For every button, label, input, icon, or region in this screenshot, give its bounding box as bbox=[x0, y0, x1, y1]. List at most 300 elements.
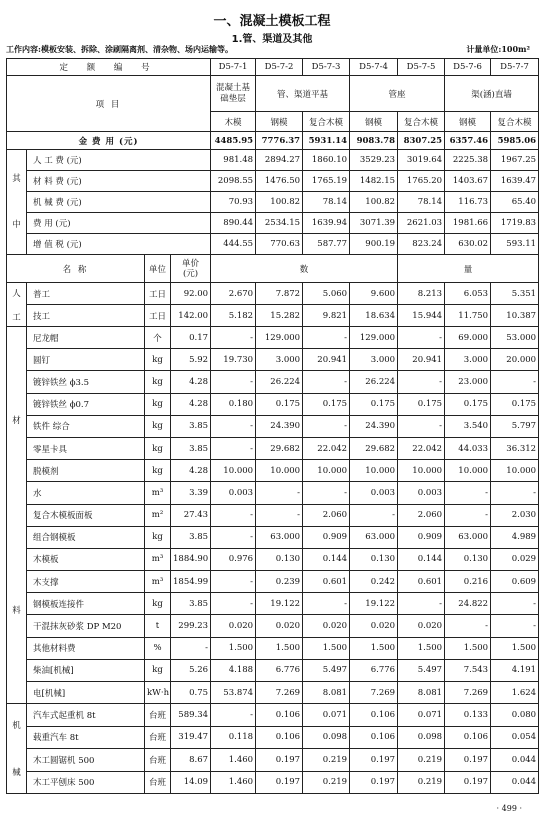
resource-qty: 20.000 bbox=[491, 349, 539, 371]
resource-qty: 0.219 bbox=[303, 749, 350, 772]
resource-qty: 3.000 bbox=[350, 349, 398, 371]
cost-value: 1981.66 bbox=[445, 213, 491, 234]
resource-qty: 0.175 bbox=[445, 393, 491, 415]
resource-unit: kg bbox=[145, 349, 171, 371]
resource-name: 技工 bbox=[27, 305, 145, 327]
resource-price: 4.28 bbox=[171, 371, 211, 393]
resource-qty: 9.600 bbox=[350, 283, 398, 305]
resource-price: 92.00 bbox=[171, 283, 211, 305]
side-label-machines bbox=[7, 704, 27, 794]
resource-qty: 1.624 bbox=[491, 682, 539, 704]
resource-qty: 24.822 bbox=[445, 593, 491, 615]
resource-unit: 台班 bbox=[145, 704, 171, 727]
resource-price: 8.67 bbox=[171, 749, 211, 772]
resource-qty: 0.197 bbox=[445, 749, 491, 772]
resource-name: 水 bbox=[27, 482, 145, 504]
resource-qty: 1.460 bbox=[211, 771, 256, 794]
resource-price: 3.85 bbox=[171, 437, 211, 459]
resource-qty: 0.197 bbox=[350, 771, 398, 794]
resource-qty: 0.144 bbox=[303, 548, 350, 570]
resource-qty: 2.670 bbox=[211, 283, 256, 305]
table-row bbox=[7, 283, 539, 305]
resource-qty: 0.044 bbox=[491, 749, 539, 772]
resource-unit: m³ bbox=[145, 571, 171, 593]
quota-code: D5-7-1 bbox=[211, 59, 256, 76]
resource-qty: 23.000 bbox=[445, 371, 491, 393]
resource-qty: 0.054 bbox=[491, 726, 539, 749]
table-row bbox=[7, 771, 539, 794]
resource-name: 普工 bbox=[27, 283, 145, 305]
resource-qty: 0.242 bbox=[350, 571, 398, 593]
cost-value: 1639.47 bbox=[491, 171, 539, 192]
side-label-labor bbox=[7, 283, 27, 327]
resource-qty: - bbox=[350, 504, 398, 526]
resource-qty: 0.044 bbox=[491, 771, 539, 794]
resource-qty: 0.106 bbox=[350, 704, 398, 727]
resource-qty: 0.020 bbox=[256, 615, 303, 637]
total-value: 5931.14 bbox=[303, 132, 350, 150]
resource-name: 柴油[机械] bbox=[27, 659, 145, 681]
resource-qty: 1.500 bbox=[256, 637, 303, 659]
resource-qty: 0.219 bbox=[398, 771, 445, 794]
resource-unit: 个 bbox=[145, 327, 171, 349]
resource-qty: 0.020 bbox=[211, 615, 256, 637]
resource-qty: 2.030 bbox=[491, 504, 539, 526]
cost-value: 78.14 bbox=[398, 192, 445, 213]
resource-qty: 10.000 bbox=[445, 460, 491, 482]
resource-qty: 0.020 bbox=[303, 615, 350, 637]
resource-price: 4.28 bbox=[171, 393, 211, 415]
resource-qty: 69.000 bbox=[445, 327, 491, 349]
resource-qty: 7.543 bbox=[445, 659, 491, 681]
resource-qty: 4.989 bbox=[491, 526, 539, 548]
resource-unit: 工日 bbox=[145, 283, 171, 305]
resource-qty: - bbox=[211, 415, 256, 437]
resource-qty: 1.460 bbox=[211, 749, 256, 772]
resource-qty: 1.500 bbox=[350, 637, 398, 659]
sub-header: 复合木模 bbox=[303, 112, 350, 132]
resource-qty: 53.874 bbox=[211, 682, 256, 704]
sub-header: 复合木模 bbox=[398, 112, 445, 132]
quota-table bbox=[6, 58, 539, 794]
sub-header: 钢模 bbox=[445, 112, 491, 132]
cost-value: 2098.55 bbox=[211, 171, 256, 192]
cost-value: 3019.64 bbox=[398, 150, 445, 171]
cost-value: 1403.67 bbox=[445, 171, 491, 192]
resource-name: 木工平刨床 500 bbox=[27, 771, 145, 794]
quota-code: D5-7-5 bbox=[398, 59, 445, 76]
resource-qty: 8.213 bbox=[398, 283, 445, 305]
resource-name: 组合钢模板 bbox=[27, 526, 145, 548]
group-header: 管、渠道平基 bbox=[256, 76, 350, 112]
resource-qty: 10.000 bbox=[303, 460, 350, 482]
resource-qty: - bbox=[211, 504, 256, 526]
resource-qty: 4.188 bbox=[211, 659, 256, 681]
resource-qty: - bbox=[445, 482, 491, 504]
section-subtitle: 1.管、渠道及其他 bbox=[231, 34, 313, 45]
cost-value: 593.11 bbox=[491, 234, 539, 255]
side-char: 人 bbox=[12, 288, 21, 299]
resource-qty: 0.909 bbox=[398, 526, 445, 548]
cost-value: 1482.15 bbox=[350, 171, 398, 192]
total-value: 8307.25 bbox=[398, 132, 445, 150]
resource-price: 27.43 bbox=[171, 504, 211, 526]
resource-qty: - bbox=[491, 615, 539, 637]
resource-qty: 5.497 bbox=[398, 659, 445, 681]
total-value: 5985.06 bbox=[491, 132, 539, 150]
resource-qty: 3.540 bbox=[445, 415, 491, 437]
resource-qty: 19.122 bbox=[256, 593, 303, 615]
table-row bbox=[7, 637, 539, 659]
table-row bbox=[7, 460, 539, 482]
resource-unit: m² bbox=[145, 504, 171, 526]
group-header: 管座 bbox=[350, 76, 445, 112]
quota-code: D5-7-4 bbox=[350, 59, 398, 76]
cost-value: 65.40 bbox=[491, 192, 539, 213]
side-char: 其 bbox=[12, 174, 21, 184]
resource-qty: 6.053 bbox=[445, 283, 491, 305]
resource-qty: 5.060 bbox=[303, 283, 350, 305]
resource-price: 589.34 bbox=[171, 704, 211, 727]
cost-value: 1719.83 bbox=[491, 213, 539, 234]
resource-qty: 20.941 bbox=[303, 349, 350, 371]
resource-price: 0.75 bbox=[171, 682, 211, 704]
quota-code: D5-7-7 bbox=[491, 59, 539, 76]
resource-price: 299.23 bbox=[171, 615, 211, 637]
resource-price: 3.85 bbox=[171, 415, 211, 437]
cost-value: 587.77 bbox=[303, 234, 350, 255]
table-row bbox=[7, 305, 539, 327]
resource-qty: 0.080 bbox=[491, 704, 539, 727]
name-header: 名 称 bbox=[7, 255, 145, 283]
work-content: 工作内容:模板安装、拆除、涂刷隔离剂、清杂物、场内运输等。 bbox=[6, 44, 233, 54]
resource-unit: kg bbox=[145, 659, 171, 681]
cost-value: 981.48 bbox=[211, 150, 256, 171]
resource-unit: kg bbox=[145, 393, 171, 415]
resource-qty: 7.269 bbox=[256, 682, 303, 704]
table-row bbox=[7, 371, 539, 393]
resource-unit: kg bbox=[145, 415, 171, 437]
cost-label: 机 械 费 (元) bbox=[27, 192, 211, 213]
table-row bbox=[7, 548, 539, 570]
resource-name: 镀锌铁丝 ϕ0.7 bbox=[27, 393, 145, 415]
cost-value: 444.55 bbox=[211, 234, 256, 255]
resource-qty: 10.387 bbox=[491, 305, 539, 327]
resource-name: 尼龙帽 bbox=[27, 327, 145, 349]
resource-qty: 53.000 bbox=[491, 327, 539, 349]
table-row bbox=[7, 726, 539, 749]
resource-name: 钢模板连接件 bbox=[27, 593, 145, 615]
resource-unit: kg bbox=[145, 460, 171, 482]
resource-price: 1854.99 bbox=[171, 571, 211, 593]
resource-qty: 10.000 bbox=[491, 460, 539, 482]
resource-unit: kW·h bbox=[145, 682, 171, 704]
table-row bbox=[7, 571, 539, 593]
resource-qty: 0.130 bbox=[256, 548, 303, 570]
resource-qty: 22.042 bbox=[398, 437, 445, 459]
resource-qty: 0.003 bbox=[211, 482, 256, 504]
resource-price: 5.26 bbox=[171, 659, 211, 681]
cost-value: 1639.94 bbox=[303, 213, 350, 234]
table-row bbox=[7, 76, 539, 112]
cost-value: 116.73 bbox=[445, 192, 491, 213]
total-value: 6357.46 bbox=[445, 132, 491, 150]
resource-name: 载重汽车 8t bbox=[27, 726, 145, 749]
resource-unit: kg bbox=[145, 593, 171, 615]
resource-qty: 0.071 bbox=[303, 704, 350, 727]
resource-name: 木模板 bbox=[27, 548, 145, 570]
resource-qty: 1.500 bbox=[211, 637, 256, 659]
resource-unit: kg bbox=[145, 437, 171, 459]
resource-qty: - bbox=[256, 482, 303, 504]
cost-value: 100.82 bbox=[256, 192, 303, 213]
resource-name: 圆钉 bbox=[27, 349, 145, 371]
resource-qty: 129.000 bbox=[256, 327, 303, 349]
cost-label: 材 料 费 (元) bbox=[27, 171, 211, 192]
resource-qty: - bbox=[211, 571, 256, 593]
table-row bbox=[7, 171, 539, 192]
group-header: 混凝土基础垫层 bbox=[211, 76, 256, 112]
resource-qty: 10.000 bbox=[211, 460, 256, 482]
table-row bbox=[7, 593, 539, 615]
side-label-materials bbox=[7, 327, 27, 704]
side-char: 料 bbox=[12, 606, 21, 617]
resource-qty: 0.106 bbox=[445, 726, 491, 749]
resource-qty: 0.175 bbox=[303, 393, 350, 415]
resource-qty: 2.060 bbox=[398, 504, 445, 526]
resource-qty: 18.634 bbox=[350, 305, 398, 327]
resource-qty: 0.601 bbox=[303, 571, 350, 593]
resource-qty: 6.776 bbox=[350, 659, 398, 681]
table-row bbox=[7, 615, 539, 637]
cost-value: 2621.03 bbox=[398, 213, 445, 234]
resource-qty: - bbox=[398, 371, 445, 393]
resource-name: 木支撑 bbox=[27, 571, 145, 593]
table-row bbox=[7, 132, 539, 150]
resource-price: 14.09 bbox=[171, 771, 211, 794]
resource-qty: 0.197 bbox=[256, 771, 303, 794]
resource-price: 142.00 bbox=[171, 305, 211, 327]
resource-qty: 24.390 bbox=[256, 415, 303, 437]
resource-name: 其他材料费 bbox=[27, 637, 145, 659]
resource-qty: 44.033 bbox=[445, 437, 491, 459]
resource-name: 汽车式起重机 8t bbox=[27, 704, 145, 727]
resource-qty: - bbox=[445, 615, 491, 637]
cost-value: 2894.27 bbox=[256, 150, 303, 171]
resource-unit: 台班 bbox=[145, 726, 171, 749]
resource-unit: 台班 bbox=[145, 771, 171, 794]
resource-unit: t bbox=[145, 615, 171, 637]
resource-qty: 0.020 bbox=[350, 615, 398, 637]
side-char: 材 bbox=[12, 415, 21, 426]
resource-qty: 26.224 bbox=[350, 371, 398, 393]
resource-qty: 10.000 bbox=[398, 460, 445, 482]
resource-name: 脱模剂 bbox=[27, 460, 145, 482]
resource-qty: 15.282 bbox=[256, 305, 303, 327]
resource-qty: 0.216 bbox=[445, 571, 491, 593]
resource-qty: 0.219 bbox=[398, 749, 445, 772]
resource-qty: 19.730 bbox=[211, 349, 256, 371]
resource-price: 3.39 bbox=[171, 482, 211, 504]
resource-name: 干混抹灰砂浆 DP M20 bbox=[27, 615, 145, 637]
resource-qty: 26.224 bbox=[256, 371, 303, 393]
cost-value: 900.19 bbox=[350, 234, 398, 255]
resource-qty: 0.118 bbox=[211, 726, 256, 749]
resource-qty: 22.042 bbox=[303, 437, 350, 459]
resource-qty: 1.500 bbox=[398, 637, 445, 659]
cost-value: 3071.39 bbox=[350, 213, 398, 234]
resource-qty: 0.609 bbox=[491, 571, 539, 593]
resource-qty: 19.122 bbox=[350, 593, 398, 615]
resource-qty: - bbox=[211, 437, 256, 459]
resource-qty: 0.106 bbox=[256, 704, 303, 727]
table-row bbox=[7, 437, 539, 459]
cost-value: 890.44 bbox=[211, 213, 256, 234]
resource-qty: - bbox=[445, 504, 491, 526]
cost-value: 823.24 bbox=[398, 234, 445, 255]
resource-qty: 0.175 bbox=[491, 393, 539, 415]
resource-qty: - bbox=[303, 415, 350, 437]
resource-qty: 0.003 bbox=[350, 482, 398, 504]
resource-qty: 20.941 bbox=[398, 349, 445, 371]
cost-value: 70.93 bbox=[211, 192, 256, 213]
resource-unit: 工日 bbox=[145, 305, 171, 327]
sub-header: 复合木模 bbox=[491, 112, 539, 132]
resource-qty: - bbox=[303, 371, 350, 393]
resource-price: 5.92 bbox=[171, 349, 211, 371]
side-char: 械 bbox=[12, 768, 21, 779]
resource-qty: 63.000 bbox=[350, 526, 398, 548]
sub-header: 钢模 bbox=[256, 112, 303, 132]
page-number: · 499 · bbox=[496, 804, 522, 813]
resource-qty: - bbox=[211, 526, 256, 548]
resource-price: 0.17 bbox=[171, 327, 211, 349]
cost-label: 人 工 费 (元) bbox=[27, 150, 211, 171]
resource-qty: - bbox=[491, 371, 539, 393]
resource-unit: % bbox=[145, 637, 171, 659]
resource-name: 木工圆锯机 500 bbox=[27, 749, 145, 772]
cost-label: 费 用 (元) bbox=[27, 213, 211, 234]
resource-qty: 5.497 bbox=[303, 659, 350, 681]
resource-qty: 0.130 bbox=[350, 548, 398, 570]
table-row bbox=[7, 704, 539, 727]
table-row bbox=[7, 482, 539, 504]
resource-qty: 5.797 bbox=[491, 415, 539, 437]
resource-qty: 11.750 bbox=[445, 305, 491, 327]
total-label: 金 费 用 (元) bbox=[7, 132, 211, 150]
resource-qty: 0.029 bbox=[491, 548, 539, 570]
cost-value: 2534.15 bbox=[256, 213, 303, 234]
resource-qty: - bbox=[398, 327, 445, 349]
resource-qty: - bbox=[211, 327, 256, 349]
resource-name: 零星卡具 bbox=[27, 437, 145, 459]
resource-qty: 0.071 bbox=[398, 704, 445, 727]
resource-qty: 5.182 bbox=[211, 305, 256, 327]
cost-value: 2225.38 bbox=[445, 150, 491, 171]
side-char: 中 bbox=[12, 220, 21, 230]
cost-value: 770.63 bbox=[256, 234, 303, 255]
resource-qty: 0.020 bbox=[398, 615, 445, 637]
quota-code: D5-7-6 bbox=[445, 59, 491, 76]
cost-value: 100.82 bbox=[350, 192, 398, 213]
table-row bbox=[7, 59, 539, 76]
resource-qty: - bbox=[303, 482, 350, 504]
resource-qty: 0.197 bbox=[445, 771, 491, 794]
resource-qty: 36.312 bbox=[491, 437, 539, 459]
resource-qty: 0.909 bbox=[303, 526, 350, 548]
table-row bbox=[7, 192, 539, 213]
resource-name: 电[机械] bbox=[27, 682, 145, 704]
side-char: 机 bbox=[12, 721, 21, 732]
resource-qty: 29.682 bbox=[350, 437, 398, 459]
resource-name: 复合木模板面板 bbox=[27, 504, 145, 526]
resource-qty: 0.098 bbox=[303, 726, 350, 749]
table-row bbox=[7, 415, 539, 437]
table-row bbox=[7, 349, 539, 371]
group-header: 渠(涵)直墙 bbox=[445, 76, 539, 112]
cost-value: 1476.50 bbox=[256, 171, 303, 192]
table-row bbox=[7, 682, 539, 704]
resource-price: 4.28 bbox=[171, 460, 211, 482]
table-row bbox=[7, 150, 539, 171]
unit-header: 单位 bbox=[145, 255, 171, 283]
table-row bbox=[7, 504, 539, 526]
resource-qty: 10.000 bbox=[256, 460, 303, 482]
total-value: 9083.78 bbox=[350, 132, 398, 150]
resource-qty: 24.390 bbox=[350, 415, 398, 437]
resource-qty: 1.500 bbox=[303, 637, 350, 659]
resource-qty: 63.000 bbox=[445, 526, 491, 548]
resource-price: 1884.90 bbox=[171, 548, 211, 570]
resource-qty: 15.944 bbox=[398, 305, 445, 327]
resource-qty: 8.081 bbox=[303, 682, 350, 704]
quota-code: D5-7-2 bbox=[256, 59, 303, 76]
table-row bbox=[7, 749, 539, 772]
resource-qty: 0.106 bbox=[350, 726, 398, 749]
table-row bbox=[7, 659, 539, 681]
price-header: 单价 (元) bbox=[171, 255, 211, 283]
cost-value: 1860.10 bbox=[303, 150, 350, 171]
resource-qty: 0.239 bbox=[256, 571, 303, 593]
resource-qty: 129.000 bbox=[350, 327, 398, 349]
resource-name: 铁件 综合 bbox=[27, 415, 145, 437]
resource-qty: - bbox=[398, 593, 445, 615]
resource-qty: 0.197 bbox=[350, 749, 398, 772]
resource-qty: - bbox=[303, 593, 350, 615]
table-row bbox=[7, 327, 539, 349]
resource-qty: - bbox=[211, 593, 256, 615]
table-row bbox=[7, 393, 539, 415]
resource-qty: 10.000 bbox=[350, 460, 398, 482]
resource-price: 319.47 bbox=[171, 726, 211, 749]
resource-qty: - bbox=[303, 327, 350, 349]
resource-qty: 7.872 bbox=[256, 283, 303, 305]
resource-qty: 5.351 bbox=[491, 283, 539, 305]
resource-qty: 0.098 bbox=[398, 726, 445, 749]
resource-qty: 3.000 bbox=[256, 349, 303, 371]
resource-qty: 0.175 bbox=[256, 393, 303, 415]
cost-value: 3529.23 bbox=[350, 150, 398, 171]
resource-qty: 29.682 bbox=[256, 437, 303, 459]
table-row bbox=[7, 255, 539, 283]
resource-qty: 0.180 bbox=[211, 393, 256, 415]
qty-header-left: 数 bbox=[211, 255, 398, 283]
resource-qty: 7.269 bbox=[445, 682, 491, 704]
resource-price: 3.85 bbox=[171, 526, 211, 548]
resource-qty: - bbox=[491, 593, 539, 615]
resource-price: 3.85 bbox=[171, 593, 211, 615]
measure-unit: 计量单位:100m² bbox=[466, 44, 530, 54]
